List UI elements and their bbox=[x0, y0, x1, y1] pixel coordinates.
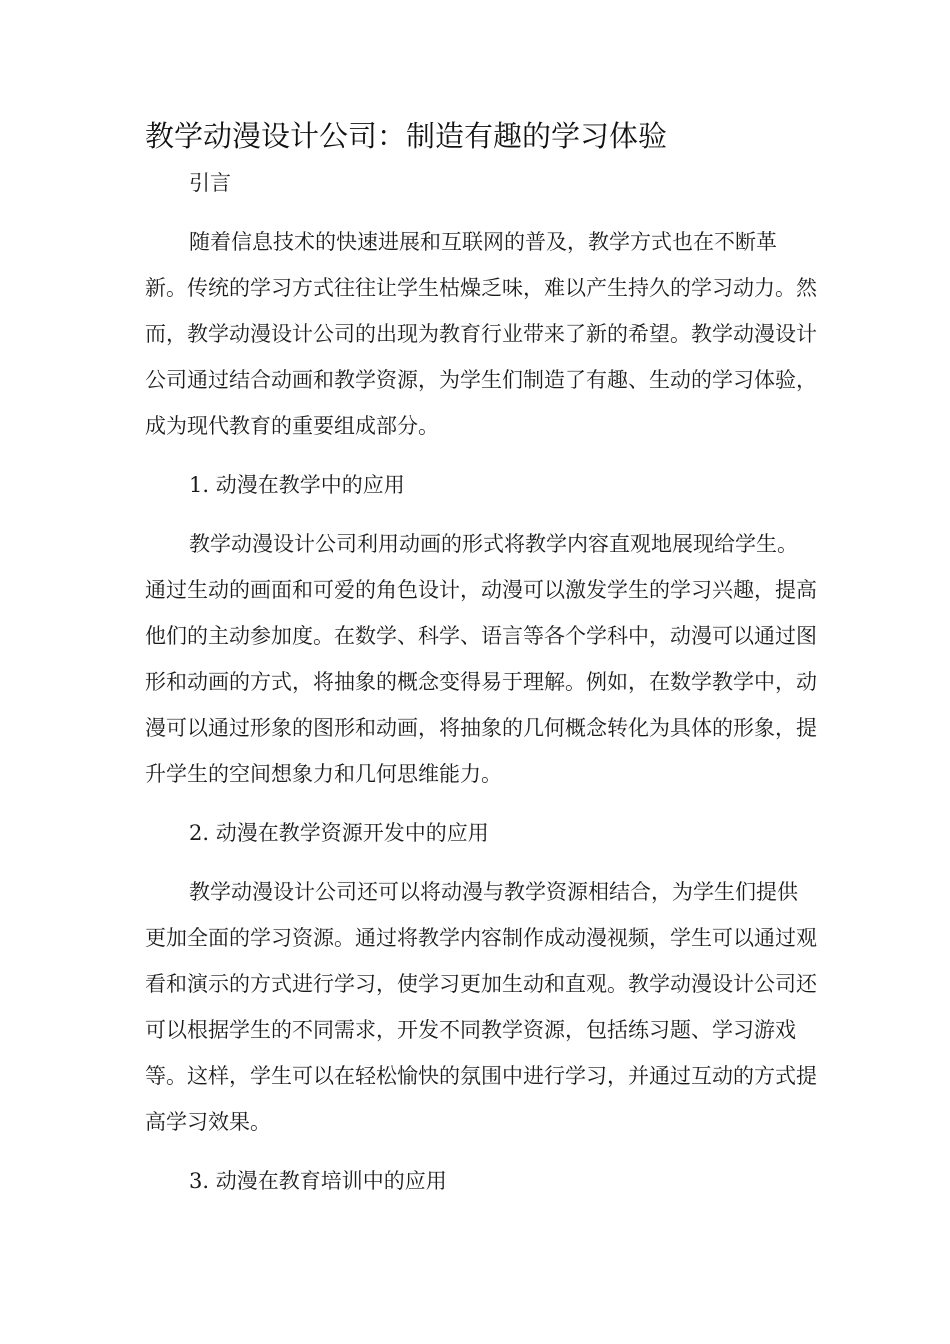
section3-heading: 3. 动漫在教育培训中的应用 bbox=[189, 1169, 447, 1193]
section2-heading: 2. 动漫在教学资源开发中的应用 bbox=[189, 821, 489, 845]
section1-heading: 1. 动漫在教学中的应用 bbox=[189, 473, 405, 497]
section2-paragraph: 教学动漫设计公司还可以将动漫与教学资源相结合，为学生们提供更加全面的学习资源。通过将教学内容制作成动漫视频，学生可以通过观看和演示的方式进行学习，使学习更加生动和直观。教学动漫设计公司还可以根据学生的不同需求，开发不同教学资源，包括练习题、学习游戏等。这样，学生可以在轻松愉快的氛围中进行学习，并通过互动的方式提高学习效果。 bbox=[145, 880, 817, 1134]
intro-heading: 引言 bbox=[189, 171, 231, 195]
intro-paragraph: 随着信息技术的快速进展和互联网的普及，教学方式也在不断革新。传统的学习方式往往让学生枯燥乏味，难以产生持久的学习动力。然而，教学动漫设计公司的出现为教育行业带来了新的希望。教学动漫设计公司通过结合动画和教学资源，为学生们制造了有趣、生动的学习体验，成为现代教育的重要组成部分。 bbox=[145, 230, 817, 438]
section1-paragraph: 教学动漫设计公司利用动画的形式将教学内容直观地展现给学生。通过生动的画面和可爱的角色设计，动漫可以激发学生的学习兴趣，提高他们的主动参加度。在数学、科学、语言等各个学科中，动漫可以通过图形和动画的方式，将抽象的概念变得易于理解。例如，在数学教学中，动漫可以通过形象的图形和动画，将抽象的几何概念转化为具体的形象，提升学生的空间想象力和几何思维能力。 bbox=[145, 532, 817, 786]
document-title: 教学动漫设计公司：制造有趣的学习体验 bbox=[145, 119, 668, 153]
document-body bbox=[145, 160, 817, 1217]
